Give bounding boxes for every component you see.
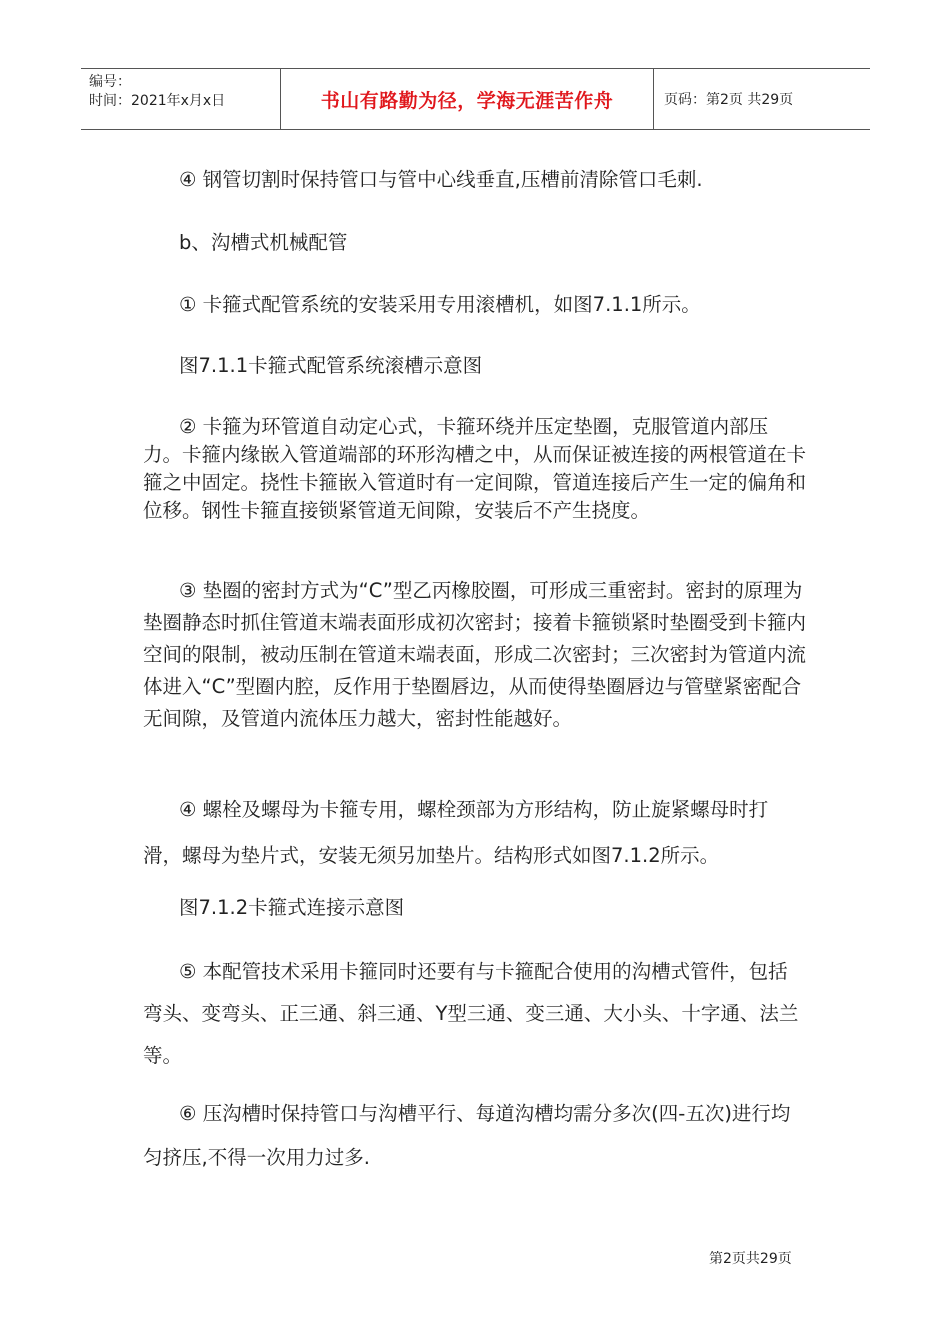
- document-date: 时间：2021年x月x日: [89, 93, 226, 109]
- paragraph-clamp-centering: ② 卡箍为环管道自动定心式，卡箍环绕并压定垫圈，克服管道内部压力。卡箍内缘嵌入管道端部的环形沟槽之中，从而保证被连接的两根管道在卡箍之中固定。挠性卡箍嵌入管道时有一定间隙，管道连接后产生一定的偏角和位移。钢性卡箍直接锁紧管道无间隙，安装后不产生挠度。: [143, 415, 807, 522]
- paragraph-roll-groover: ① 卡箍式配管系统的安装采用专用滚槽机，如图7.1.1所示。: [179, 293, 701, 316]
- header-meta: [81, 69, 281, 129]
- header-motto: 书山有路勤为径，学海无涯苦作舟: [281, 69, 654, 129]
- paragraph-groove-pressing: ⑥ 压沟槽时保持管口与沟槽平行、每道沟槽均需分多次(四-五次)进行均匀挤压,不得一次用力过多.: [143, 1102, 791, 1169]
- paragraph-bolts-nuts: ④ 螺栓及螺母为卡箍专用，螺栓颈部为方形结构，防止旋紧螺母时打滑，螺母为垫片式，安装无须另加垫片。结构形式如图7.1.2所示。: [143, 798, 769, 867]
- document-number: 编号：: [89, 74, 131, 90]
- paragraph-gasket-seal: ③ 垫圈的密封方式为“C”型乙丙橡胶圈，可形成三重密封。密封的原理为垫圈静态时抓住管道末端表面形成初次密封；接着卡箍锁紧时垫圈受到卡箍内空间的限制，被动压制在管道末端表面，形成二次密封；三次密封为管道内流体进入“C”型圈内腔，反作用于垫圈唇边，从而使得垫圈唇边与管壁紧密配合无间隙，及管道内流体压力越大，密封性能越好。: [143, 579, 807, 730]
- paragraph-pipe-cutting: ④ 钢管切割时保持管口与管中心线垂直,压槽前清除管口毛刺.: [179, 168, 703, 191]
- paragraph-groove-heading: b、沟槽式机械配管: [179, 231, 348, 254]
- figure-caption-7-1-1: 图7.1.1卡箍式配管系统滚槽示意图: [179, 354, 483, 377]
- page-footer: 第2页共29页: [709, 1251, 792, 1267]
- paragraph-groove-fittings: ⑤ 本配管技术采用卡箍同时还要有与卡箍配合使用的沟槽式管件，包括弯头、变弯头、正三通、斜三通、Y型三通、变三通、大小头、十字通、法兰等。: [143, 960, 799, 1067]
- header-page-number: 页码：第2页 共29页: [664, 92, 794, 108]
- page-header: [81, 68, 870, 130]
- figure-caption-7-1-2: 图7.1.2卡箍式连接示意图: [179, 896, 405, 919]
